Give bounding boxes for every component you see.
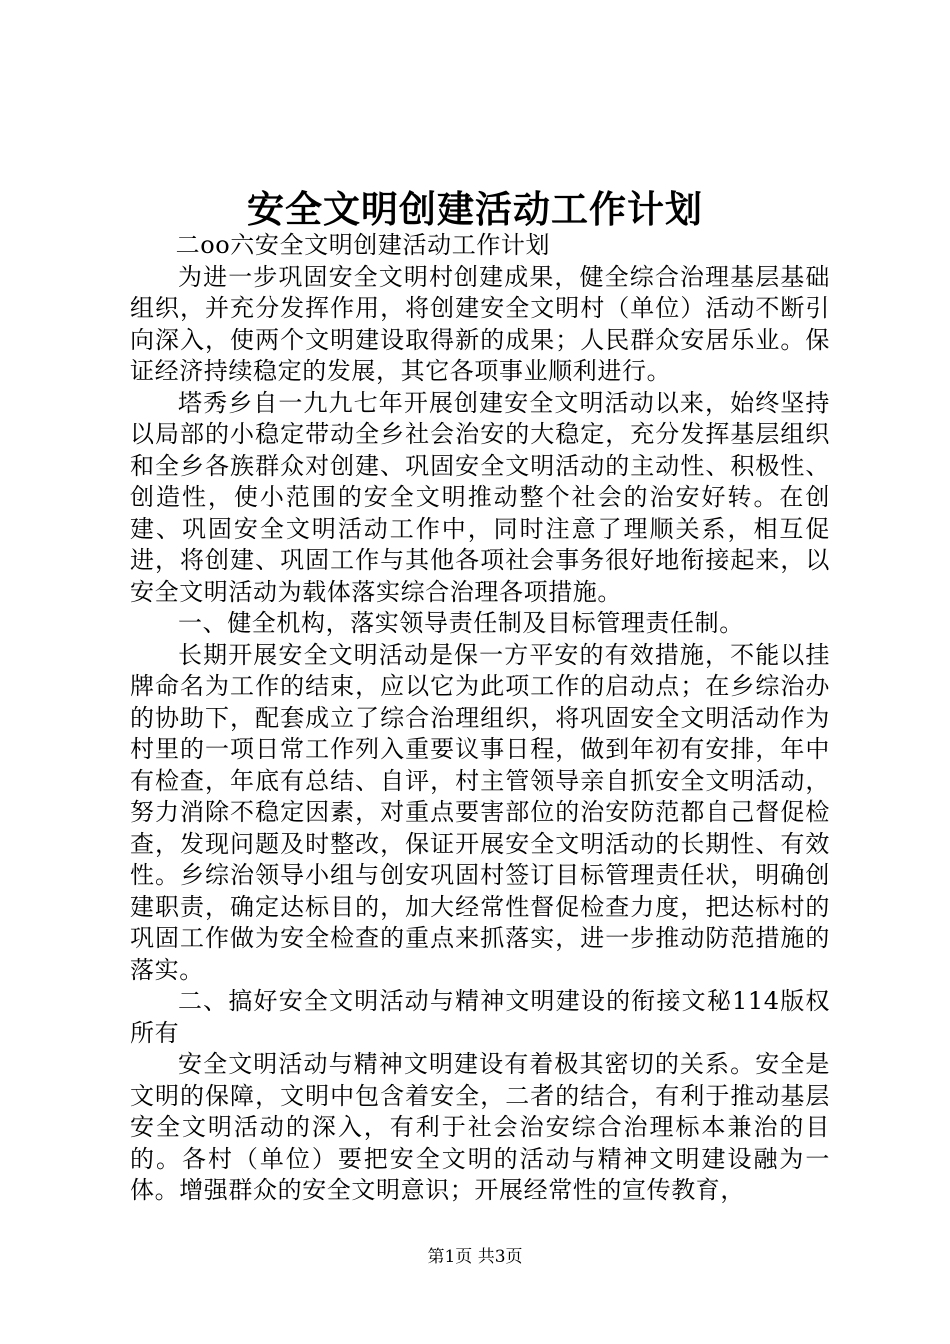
document-body xyxy=(130,230,830,1207)
paragraph-intro: 为进一步巩固安全文明村创建成果，健全综合治理基层基础组织，并充分发挥作用，将创建安全文明村（单位）活动不断引向深入，使两个文明建设取得新的成果；人民群众安居乐业。保证经济持续稳定的发展，其它各项事业顺利进行。 xyxy=(130,262,830,385)
document-title: 安全文明创建活动工作计划 xyxy=(247,187,703,231)
paragraph-section-two: 安全文明活动与精神文明建设有着极其密切的关系。安全是文明的保障，文明中包含着安全，二者的结合，有利于推动基层安全文明活动的深入，有利于社会治安综合治理标本兼治的目的。各村（单位）要把安全文明的活动与精神文明建设融为一体。增强群众的安全文明意识；开展经常性的宣传教育， xyxy=(130,1050,830,1204)
paragraph-subtitle: 二oo六安全文明创建活动工作计划 xyxy=(175,231,551,259)
section-heading-one: 一、健全机构，落实领导责任制及目标管理责任制。 xyxy=(178,609,744,637)
paragraph-background: 塔秀乡自一九九七年开展创建安全文明活动以来，始终坚持以局部的小稳定带动全乡社会治安的大稳定，充分发挥基层组织和全乡各族群众对创建、巩固安全文明活动的主动性、积极性、创造性，使小范围的安全文明推动整个社会的治安好转。在创建、巩固安全文明活动工作中，同时注意了理顺关系，相互促进，将创建、巩固工作与其他各项社会事务很好地衔接起来，以安全文明活动为载体落实综合治理各项措施。 xyxy=(130,388,830,606)
section-heading-two: 二、搞好安全文明活动与精神文明建设的衔接文秘114版权所有 xyxy=(130,987,830,1047)
paragraph-section-one: 长期开展安全文明活动是保一方平安的有效措施，不能以挂牌命名为工作的结束，应以它为此项工作的启动点；在乡综治办的协助下，配套成立了综合治理组织，将巩固安全文明活动作为村里的一项日常工作列入重要议事日程，做到年初有安排，年中有检查，年底有总结、自评，村主管领导亲自抓安全文明活动，努力消除不稳定因素，对重点要害部位的治安防范都自己督促检查，发现问题及时整改，保证开展安全文明活动的长期性、有效性。乡综治领导小组与创安巩固村签订目标管理责任状，明确创建职责，确定达标目的，加大经常性督促检查力度，把达标村的巩固工作做为安全检查的重点来抓落实，进一步推动防范措施的落实。 xyxy=(130,640,830,984)
page-number-footer: 第1页 共3页 xyxy=(427,1247,523,1267)
